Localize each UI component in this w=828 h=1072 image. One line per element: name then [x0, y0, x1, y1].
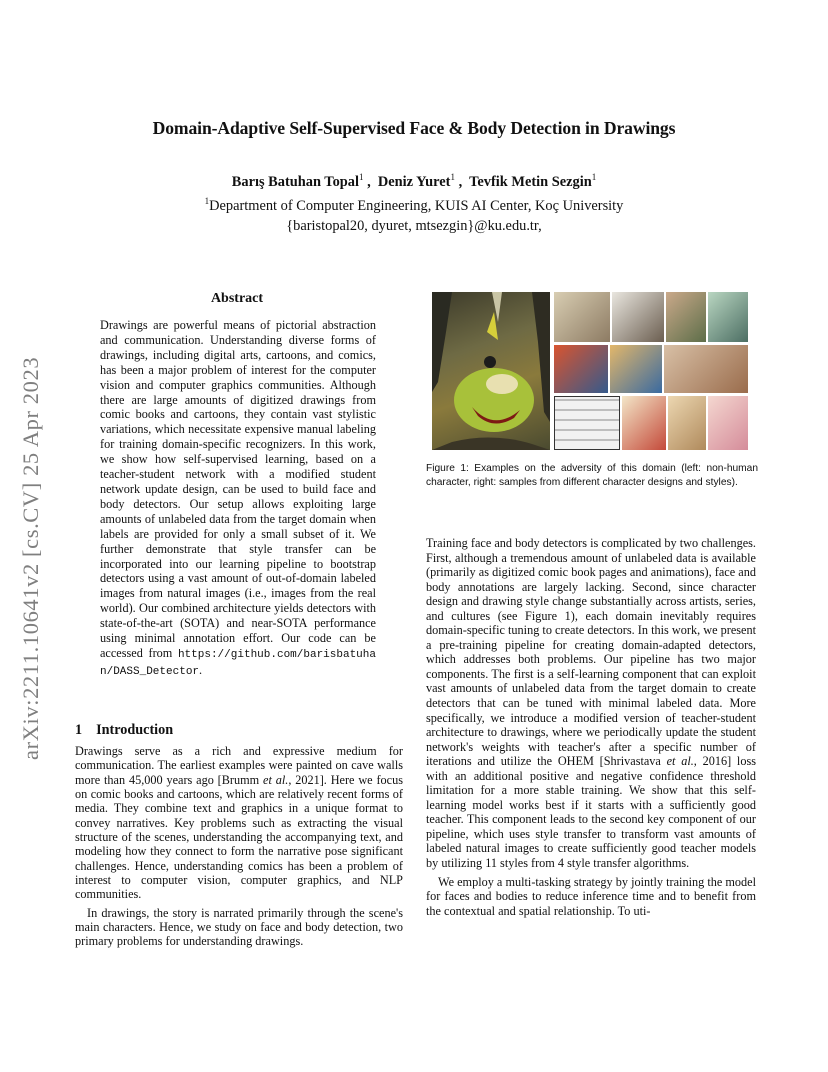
figure-panel-sample — [666, 292, 706, 342]
author-emails: {baristopal20, dyuret, mtsezgin}@ku.edu.tr, — [286, 218, 542, 234]
figure-panel-sample — [664, 345, 748, 393]
figure-panel-sample — [708, 396, 748, 450]
figure-caption: Figure 1: Examples on the adversity of this domain (left: non-human character, right: samples from different character designs and styles). — [426, 463, 758, 488]
paragraph: Training face and body detectors is complicated by two challenges. First, although a tremendous amount of unlabeled data is available (primarily as digitized comic book pages and animations), face and body annotations are largely lacking. Second, since character design and drawing style change substantially across artists, series, and cultures (see Figure 1), each domain inevitably requires domain-specific tuning to create detectors. In this work, we present a pre-training pipeline for creating domain-adapted detectors, which addresses both problems. Our pipeline has two major components. The first is a self-learning component that can exploit vast amounts of unlabeled data from the target domain to create detectors that can be tuned with minimal labeled data. More specifically, we introduce a modified version of teacher-student architecture to drawings, where we periodically update the student network's weights with teacher's after a specific number of iterations and utilize the OHEM [Shrivastava et al., 2016] loss with an additional positive and negative confidence threshold limitation for a more stable training. We show that this self-learning model works best if it starts with a sufficiently good teacher. This component leads to the second key component of our pipeline, which uses style transfer to transform vast amounts of labeled natural images to create sufficiently good teacher models by utilizing 11 styles from 4 style transfer algorithms. — [426, 536, 756, 871]
section-heading: 1 Introduction — [75, 722, 174, 738]
intro-left-column — [75, 744, 403, 949]
figure-panel-sample — [610, 345, 662, 393]
author-name: Deniz Yuret — [377, 173, 451, 190]
figure-panel-sample — [708, 292, 748, 342]
abstract-body: Drawings are powerful means of pictorial abstraction and communication. Understanding diverse forms of drawings, including digital arts, cartoons, and comics, has been a major problem of interest for the computer vision and computer graphics communities. Although there are large amounts of digitized drawings from comic books and cartoons, they contain vast stylistic variations, which necessitate expensive manual labeling for training domain-specific recognizers. In this work, we show how self-supervised learning, based on a teacher-student network with a modified student network update design, can be used to build face and body detectors. Our setup allows exploiting large amounts of unlabeled data from the target domain when labels are provided for only a small subset of it. We further demonstrate that style transfer can be incorporated into our learning pipeline to bootstrap detectors using a vast amount of out-of-domain labeled images from natural images (i.e., images from the real world). Our combined architecture yields detectors with state-of-the-art (SOTA) and near-SOTA performance using minimal annotation effort. Our code can be accessed from https://github.com/barisbatuhan/DASS_Detector. — [100, 318, 376, 678]
figure-panel-sample — [554, 345, 608, 393]
figure-panel-sample — [622, 396, 666, 450]
author-name: Tevfik Metin Sezgin — [469, 173, 592, 190]
paragraph: We employ a multi-tasking strategy by jointly training the model for faces and bodies to reduce inference time and to benefit from the contextual and spatial relationship. To uti- — [426, 874, 756, 918]
author-list: Barış Batuhan Topal$^1$ , Deniz Yuret$^1$ , Tevfik Metin Sezgin$^1$ — [231, 172, 597, 190]
code-url-link[interactable]: https://github.com/barisbatuhan/DASS_Detector — [100, 648, 376, 678]
paragraph: Drawings serve as a rich and expressive medium for communication. The earliest examples were painted on cave walls more than 45,000 years ago [Brumm et al., 2021]. Here we focus on comic books and cartoons, which are relatively recent forms of media. They combine text and graphics in a unique format to convey narratives. Key problems such as extracting the visual structure of the scenes, understanding the accompanying text, and modeling how they connect to form the narrative pose significant challenges. Hence, understanding comics has been a problem of interest to computer vision, computer graphics, and NLP communities. — [75, 744, 403, 902]
figure-panel-sample — [612, 292, 664, 342]
figure-1-image — [432, 292, 748, 450]
paragraph: In drawings, the story is narrated primarily through the scene's main characters. Hence, we study on face and body detection, two primary problems for understanding drawings. — [75, 905, 403, 949]
figure-panel-sample — [668, 396, 706, 450]
intro-right-column — [426, 536, 756, 918]
figure-panel-sample — [554, 396, 620, 450]
abstract-heading: Abstract — [210, 291, 264, 306]
paper-title: Domain-Adaptive Self-Supervised Face & Body Detection in Drawings — [152, 118, 676, 138]
affiliation: $^1$Department of Computer Engineering, KUIS AI Center, Koç University — [204, 196, 624, 214]
figure-panel-sample — [554, 292, 610, 342]
author-name: Barış Batuhan Topal — [231, 173, 359, 190]
arxiv-identifier: arXiv:2211.10641v2 [cs.CV] 25 Apr 2023 — [18, 356, 43, 760]
figure-panel-monster — [432, 292, 550, 450]
